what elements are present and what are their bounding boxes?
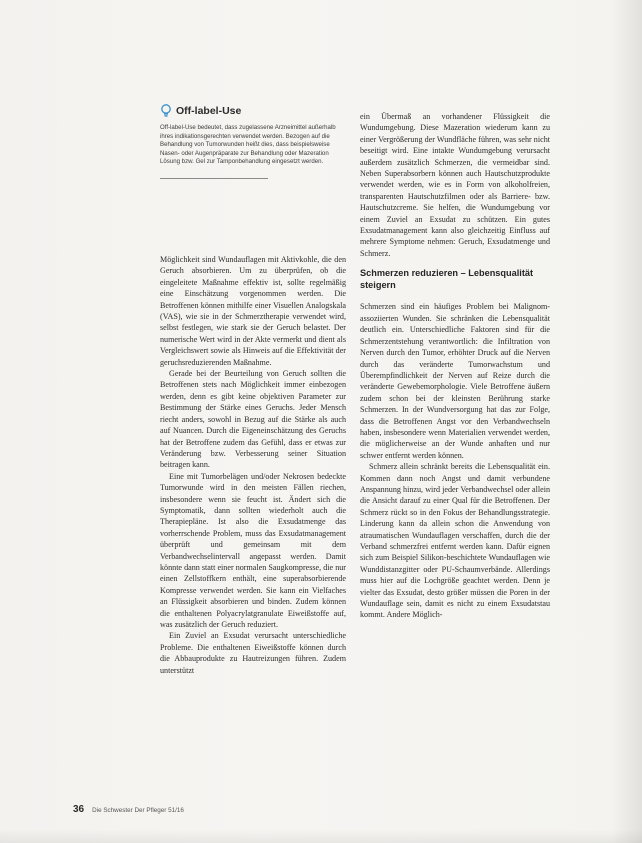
page-number: 36 — [73, 804, 85, 815]
info-box-title: Off-label-Use — [176, 105, 242, 117]
left-column — [160, 254, 346, 676]
paragraph: Eine mit Tumorbelägen und/oder Nekrosen bedeckte Tumorwunde wird in den meisten Fällen riechen, insbesondere wenn sie feucht ist. Ändert sich die Symptomatik, dann sollten wiederholt auch die Therapiepläne. Ist also die Exsudatmenge das vorherrschende Problem, muss das Exsudatmanagement überprüft und gemeinsam mit dem Verbandwechselintervall angepasst werden. Damit könnte dann statt einer normalen Saugkompresse, die nur einen Zellstoffkern enthält, eine superabsorbierende Kompresse verwendet werden. Sie kann ein Vielfaches an Flüssigkeit absorbieren und binden. Zudem können die enthaltenen Polyacrylatgranulate Eiweißstoffe auf, was zusätzlich der Geruch reduziert. — [160, 471, 346, 629]
paragraph: Schmerzen sind ein häufiges Problem bei Malignom-assoziierten Wunden. Sie schränken die Lebensqualität deutlich ein. Unterschiedliche Faktoren sind für die Schmerzentstehung verantwortlich: die Infiltration von Nerven durch den Tumor, erhöhter Druck auf die Nerven durch das veränderte Tumorwachstum und Überempfindlichkeit der Nerven auf Reize durch die veränderte Gewebemorphologie. Viele Betroffene äußern zudem schon bei der kleinsten Berührung starke Schmerzen. In der Wundversorgung hat das zur Folge, dass die Betroffenen Angst vor den Verbandwechseln haben, insbesondere wenn Materialien verwendet werden, die möglicherweise an der Wunde anhaften und nur schwer entfernt werden können. — [360, 302, 550, 460]
info-box-divider — [160, 178, 268, 179]
paragraph: Gerade bei der Beurteilung von Geruch sollten die Betroffenen stets nach Möglichkeit immer einbezogen werden, denn es gibt keine objektiven Parameter zur Bestimmung der Stärke eines Geruchs. Jeder Mensch riecht anders, sowohl in Bezug auf die Stärke als auch auf Nuancen. Durch die Eigeneinschätzung des Geruchs hat der Betroffene zudem das Gefühl, dass er etwas zur Veränderung bzw. Verbesserung seiner Situation beitragen kann. — [160, 369, 346, 470]
paragraph: ein Übermaß an vorhandener Flüssigkeit die Wundumgebung. Diese Mazeration wiederum kann zu einer Vergrößerung der Wundfläche führen, was sehr nicht beseitigt wird. Eine intakte Wundumgebung verursacht außerdem zusätzlich Schmerzen, die vermeidbar sind. Neben Superabsorbern können auch Hautschutzprodukte verwendet werden, wie es in Form von alkoholfreien, transparenten Hautschutzfilmen oder als Barriere- bzw. Hautschutzcreme. Sie helfen, die Wundumgebung vor einem Zuviel an Exsudat zu schützen. Ein gutes Exsudatmanagement kann also gleichzeitig Einfluss auf mehrere Symptome nehmen: Geruch, Exsudatmenge und Schmerz. — [360, 112, 550, 258]
paragraph: Schmerz allein schränkt bereits die Lebensqualität ein. Kommen dann noch Angst und damit verbundene Anspannung hinzu, wird jeder Verbandwechsel oder allein die Ansicht darauf zu einer Qual für die Betroffenen. Der Schmerz rückt so in den Fokus der Behandlungsstrategie. Linderung kann da allein schon die Anwendung von atraumatischen Wundauflagen verschaffen, durch die der Verband schmerzfrei entfernt werden kann. Dafür eignen sich zum Beispiel Silikon-beschichtete Wundauflagen wie Wunddistanzgitter oder PU-Schaumverbände. Allerdings muss hier auf die Lochgröße geachtet werden. Denn je vielter das Exsudat, desto größer müssen die Poren in der Wundauflage sein, damit es nicht zu einem Exsudatstau kommt. Andere Möglich- — [360, 462, 550, 620]
info-box — [160, 104, 346, 179]
page-footer — [73, 804, 184, 815]
info-box-header — [160, 104, 346, 118]
right-column — [360, 111, 550, 621]
info-box-text: Off-label-Use bedeutet, dass zugelassene Arzneimittel außerhalb ihres indikationsgerechten verwendet werden. Bezogen auf die Behandlung von Tumorwunden heißt dies, dass beispielsweise Nasen- oder Augenpräparate zur Behandlung oder Mazeration Lösung bzw. Gel zur Tamponbehandlung eingesetzt werden. — [160, 124, 336, 166]
section-heading: Schmerzen reduzieren – Lebensqualität steigern — [360, 268, 534, 290]
paragraph: Ein Zuviel an Exsudat verursacht unterschiedliche Probleme. Die enthaltenen Eiweißstoffe können durch die Abbauprodukte zu Hautreizungen führen. Zudem unterstützt — [160, 631, 346, 675]
paragraph: Möglichkeit sind Wundauflagen mit Aktivkohle, die den Geruch absorbieren. Um zu überprüfen, ob die eingeleitete Maßnahme effektiv ist, sollte regelmäßig eine Einschätzung vorgenommen werden. Die Betroffenen können mithilfe einer Visuellen Analogskala (VAS), wie sie in der Schmerztherapie verwendet wird, selbst festlegen, wie stark sie der Geruch belastet. Der numerische Wert wird in der Akte vermerkt und dient als Vergleichswert sowie als Hinweis auf die Effektivität der geruchsreduzierenden Maßnahme. — [160, 255, 346, 367]
page-edge-shadow — [612, 0, 642, 843]
page-bottom-shadow — [0, 829, 642, 843]
lightbulb-icon — [160, 104, 172, 118]
footer-publication: Die Schwester Der Pfleger 51/16 — [92, 807, 184, 814]
